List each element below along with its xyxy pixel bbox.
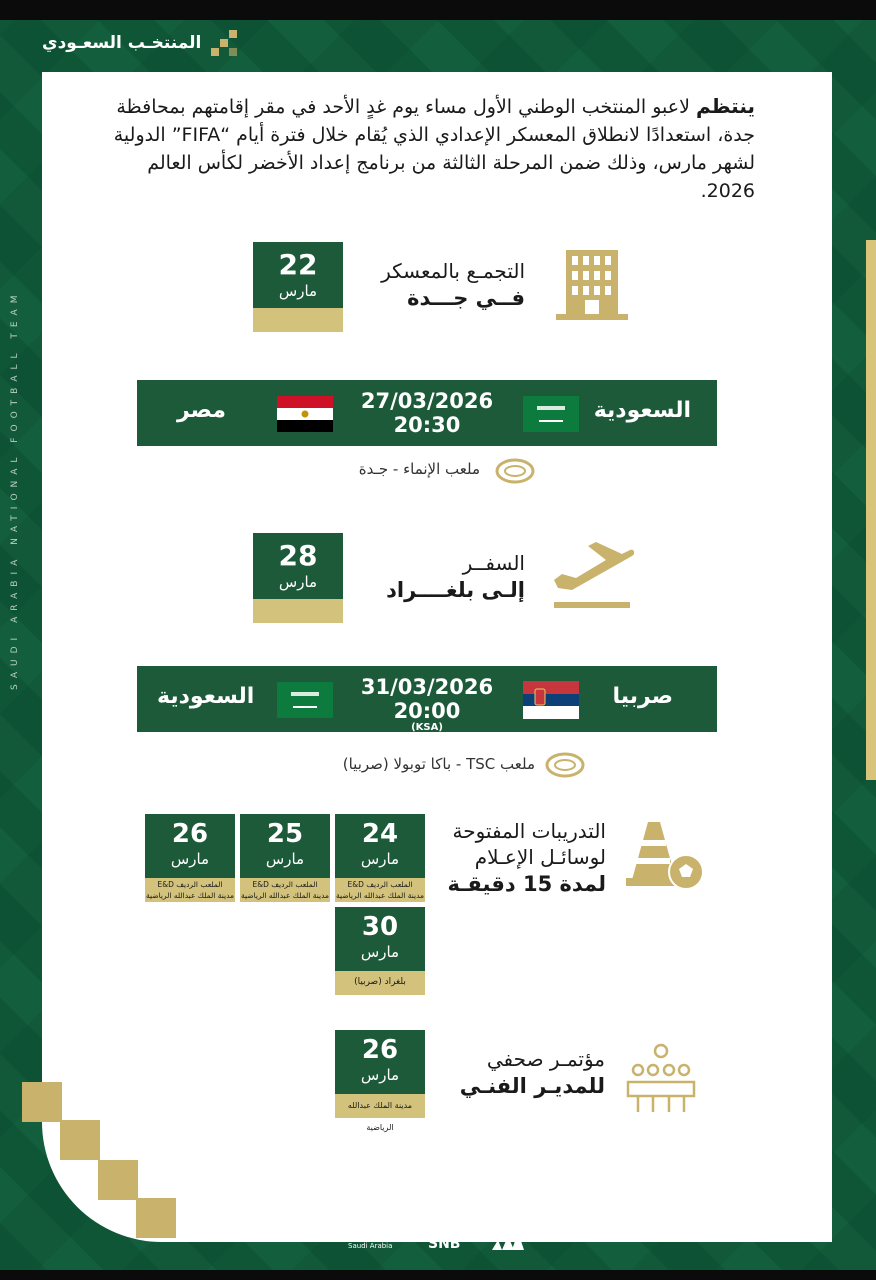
match1-away-team: مصر [177, 398, 226, 423]
logo-badge-text: SAFF [782, 1186, 808, 1196]
training-day: 24 [361, 819, 399, 849]
match1-home-team: السعودية [593, 398, 691, 423]
brand-header [42, 30, 237, 56]
egypt-flag-icon [277, 396, 333, 432]
conference-icon [626, 1042, 696, 1114]
intro-paragraph [105, 92, 755, 205]
content-card [42, 72, 832, 1242]
press-line2: للمديـر الفنـي [459, 1074, 605, 1098]
match2-datetime [327, 675, 527, 733]
training-note-line1: الملعب الرديف E&D [347, 880, 413, 889]
camp-event-text [370, 258, 525, 312]
logo-emblem-icon [734, 1136, 822, 1224]
sponsor-budget-sub: Saudi Arabia [348, 1242, 393, 1250]
training-line2: لوسائـل الإعـلام [474, 845, 606, 869]
building-icon [556, 244, 628, 322]
camp-line2: فــي جـــدة [407, 286, 525, 310]
press-month: مارس [360, 1066, 400, 1084]
training-day: 26 [171, 819, 209, 849]
camp-month: مارس [278, 282, 318, 300]
match2-away-team: السعودية [157, 684, 255, 709]
decor-square [60, 1120, 100, 1160]
stadium-icon [545, 750, 585, 780]
training-note-line2: مدينة الملك عبدالله الرياضية [240, 891, 330, 900]
match2-venue: ملعب TSC - باكا توبولا (صربيا) [342, 755, 535, 773]
training-note [240, 878, 330, 902]
training-note [145, 878, 235, 902]
decor-square [136, 1198, 176, 1238]
training-session-30 [335, 907, 425, 995]
press-line1: مؤتمـر صحفي [486, 1047, 605, 1071]
sponsor-snb: SNB [428, 1236, 461, 1252]
saff-logo [718, 1112, 838, 1252]
training-event-text [440, 818, 606, 898]
training-line1: التدريبات المفتوحة [452, 819, 606, 843]
airplane-icon [548, 538, 634, 612]
training-month: مارس [360, 850, 400, 868]
decor-square [22, 1082, 62, 1122]
match2-time: 20:00 [393, 699, 461, 723]
training-month: مارس [170, 850, 210, 868]
travel-month: مارس [278, 573, 318, 591]
press-note: مدينة الملك عبدالله الرياضية [335, 1094, 425, 1118]
travel-day: 28 [278, 539, 318, 572]
camp-line1: التجمـع بالمعسكر [381, 259, 525, 283]
match2-timezone: (KSA) [411, 722, 443, 733]
match2-bar [137, 666, 717, 732]
training-note-line1: الملعب الرديف E&D [252, 880, 318, 889]
training-day: 30 [361, 912, 399, 942]
serbia-flag-icon [523, 681, 579, 719]
training-session-25 [240, 814, 330, 902]
logo-english-text: SAUDI [755, 1228, 801, 1243]
training-note-line2: مدينة الملك عبدالله الرياضية [335, 891, 425, 900]
cone-ball-icon [626, 818, 704, 894]
brand-title: المنتخـب السعـودي [42, 33, 202, 53]
training-month: مارس [360, 943, 400, 961]
training-note-line1: الملعب الرديف E&D [157, 880, 223, 889]
match1-time: 20:30 [393, 413, 461, 437]
travel-line1: السفــر [462, 551, 525, 575]
saudi-flag-icon [523, 396, 579, 432]
travel-date-footer [253, 599, 343, 623]
travel-line2: إلـى بلغــــراد [386, 578, 525, 602]
camp-day: 22 [278, 248, 318, 281]
match1-date: 27/03/2026 [360, 389, 494, 413]
camp-date-box [253, 242, 343, 332]
sponsor-budget [348, 1228, 397, 1250]
decor-square [98, 1160, 138, 1200]
bottom-black-bar [0, 1270, 876, 1280]
training-note [335, 878, 425, 902]
press-day: 26 [361, 1035, 399, 1065]
side-caption: SAUDI ARABIA NATIONAL FOOTBALL TEAM [10, 289, 20, 691]
match1-datetime [327, 389, 527, 437]
training-session-26 [145, 814, 235, 902]
travel-event-text [370, 550, 525, 604]
training-note-line2: مدينة الملك عبدالله الرياضية [145, 891, 235, 900]
press-event-text [455, 1046, 605, 1100]
brand-mark-icon [211, 30, 237, 56]
camp-date-footer [253, 308, 343, 332]
gold-side-strip [866, 240, 876, 780]
training-note [335, 971, 425, 995]
match2-home-team: صربيا [612, 684, 673, 709]
saudi-flag-icon [277, 682, 333, 718]
training-line3: لمدة 15 دقيقـة [447, 872, 606, 896]
match2-date: 31/03/2026 [360, 675, 494, 699]
training-note-line1: بلغراد (صربيا) [354, 977, 406, 987]
match1-bar [137, 380, 717, 446]
top-black-bar [0, 0, 876, 20]
training-session-24 [335, 814, 425, 902]
stadium-icon [495, 456, 535, 486]
training-day: 25 [266, 819, 304, 849]
travel-date-box [253, 533, 343, 623]
logo-arabic-text: السعودية [740, 1112, 816, 1132]
sponsor-budget-name: Budget [348, 1228, 397, 1242]
match1-venue: ملعب الإنماء - جـدة [358, 460, 480, 478]
training-month: مارس [265, 850, 305, 868]
intro-text: لاعبو المنتخب الوطني الأول مساء يوم غدٍ الأحد في مقر إقامتهم بمحافظة جدة، استعدادًا لانطلاق المعسكر الإعدادي الذي يُقام خلال فترة أيام “FIFA” الدولية لشهر مارس، وذلك ضمن المرحلة الثالثة من برنامج إعداد الأخضر لكأس العالم 2026. [113, 96, 755, 202]
press-date-box [335, 1030, 425, 1132]
intro-lead: ينتظم [695, 94, 755, 118]
adidas-logo-icon [490, 1232, 524, 1250]
